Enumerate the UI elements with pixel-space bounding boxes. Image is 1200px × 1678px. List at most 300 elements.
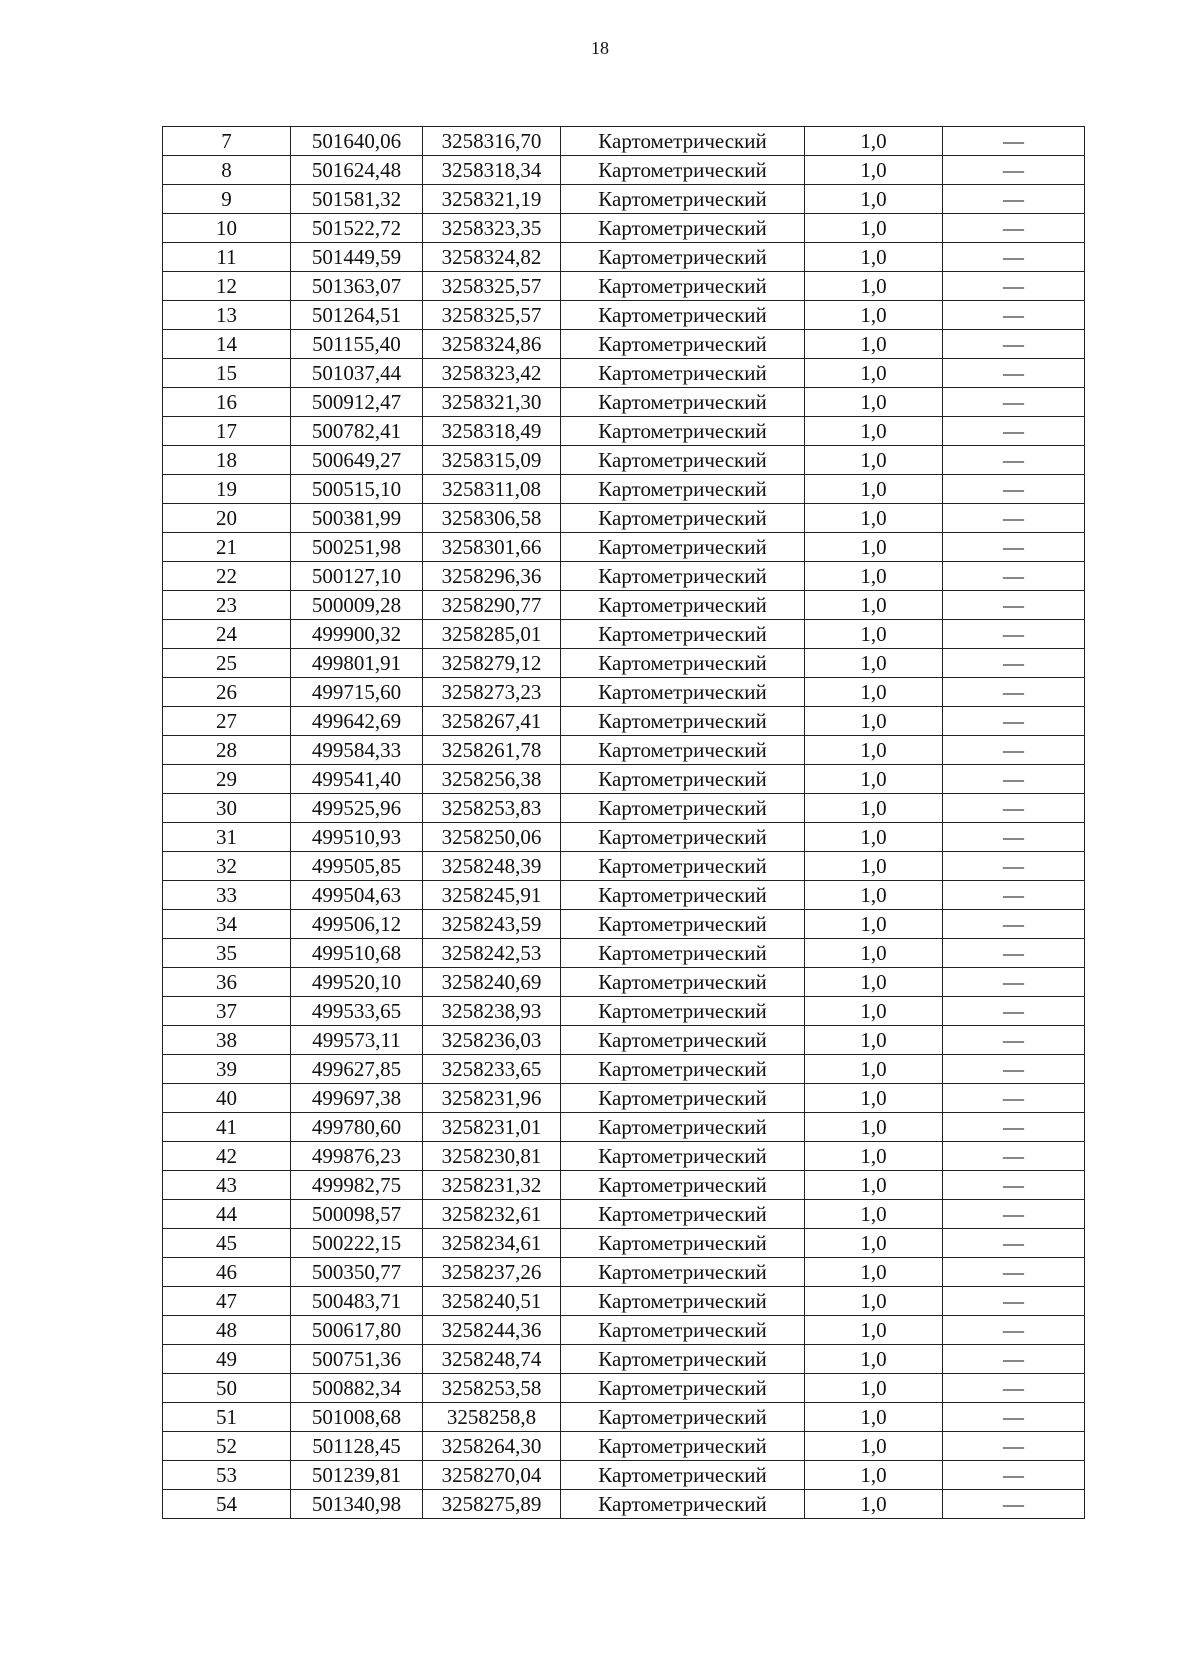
y-coordinate-cell: 3258285,01 [423, 620, 561, 649]
point-number-cell: 10 [163, 214, 291, 243]
point-number-cell: 8 [163, 156, 291, 185]
point-number-cell: 26 [163, 678, 291, 707]
accuracy-cell: 1,0 [805, 185, 943, 214]
point-number-cell: 14 [163, 330, 291, 359]
x-coordinate-cell: 499520,10 [291, 968, 423, 997]
table-row [163, 794, 1085, 823]
note-cell: — [943, 852, 1085, 881]
table-row [163, 1229, 1085, 1258]
table-row [163, 185, 1085, 214]
x-coordinate-cell: 499533,65 [291, 997, 423, 1026]
note-cell: — [943, 997, 1085, 1026]
method-cell: Картометрический [561, 446, 805, 475]
x-coordinate-cell: 501264,51 [291, 301, 423, 330]
x-coordinate-cell: 499510,68 [291, 939, 423, 968]
note-cell: — [943, 910, 1085, 939]
point-number-cell: 34 [163, 910, 291, 939]
method-cell: Картометрический [561, 678, 805, 707]
x-coordinate-cell: 501155,40 [291, 330, 423, 359]
accuracy-cell: 1,0 [805, 504, 943, 533]
method-cell: Картометрический [561, 1200, 805, 1229]
y-coordinate-cell: 3258240,69 [423, 968, 561, 997]
accuracy-cell: 1,0 [805, 562, 943, 591]
table-row [163, 388, 1085, 417]
accuracy-cell: 1,0 [805, 678, 943, 707]
note-cell: — [943, 301, 1085, 330]
accuracy-cell: 1,0 [805, 1258, 943, 1287]
x-coordinate-cell: 501037,44 [291, 359, 423, 388]
y-coordinate-cell: 3258232,61 [423, 1200, 561, 1229]
x-coordinate-cell: 500649,27 [291, 446, 423, 475]
note-cell: — [943, 591, 1085, 620]
accuracy-cell: 1,0 [805, 1113, 943, 1142]
x-coordinate-cell: 499715,60 [291, 678, 423, 707]
table-row [163, 359, 1085, 388]
method-cell: Картометрический [561, 1055, 805, 1084]
accuracy-cell: 1,0 [805, 475, 943, 504]
x-coordinate-cell: 501581,32 [291, 185, 423, 214]
point-number-cell: 37 [163, 997, 291, 1026]
table-row [163, 1316, 1085, 1345]
point-number-cell: 25 [163, 649, 291, 678]
method-cell: Картометрический [561, 1403, 805, 1432]
y-coordinate-cell: 3258324,86 [423, 330, 561, 359]
accuracy-cell: 1,0 [805, 1229, 943, 1258]
point-number-cell: 48 [163, 1316, 291, 1345]
note-cell: — [943, 1084, 1085, 1113]
accuracy-cell: 1,0 [805, 620, 943, 649]
x-coordinate-cell: 500127,10 [291, 562, 423, 591]
point-number-cell: 18 [163, 446, 291, 475]
method-cell: Картометрический [561, 649, 805, 678]
table-row [163, 823, 1085, 852]
accuracy-cell: 1,0 [805, 243, 943, 272]
y-coordinate-cell: 3258270,04 [423, 1461, 561, 1490]
method-cell: Картометрический [561, 939, 805, 968]
method-cell: Картометрический [561, 1461, 805, 1490]
accuracy-cell: 1,0 [805, 417, 943, 446]
method-cell: Картометрический [561, 504, 805, 533]
accuracy-cell: 1,0 [805, 881, 943, 910]
point-number-cell: 42 [163, 1142, 291, 1171]
y-coordinate-cell: 3258323,35 [423, 214, 561, 243]
note-cell: — [943, 533, 1085, 562]
note-cell: — [943, 1432, 1085, 1461]
table-row [163, 1055, 1085, 1084]
x-coordinate-cell: 500483,71 [291, 1287, 423, 1316]
table-row [163, 1142, 1085, 1171]
accuracy-cell: 1,0 [805, 997, 943, 1026]
x-coordinate-cell: 501624,48 [291, 156, 423, 185]
table-row [163, 968, 1085, 997]
y-coordinate-cell: 3258248,39 [423, 852, 561, 881]
y-coordinate-cell: 3258240,51 [423, 1287, 561, 1316]
accuracy-cell: 1,0 [805, 1461, 943, 1490]
accuracy-cell: 1,0 [805, 852, 943, 881]
y-coordinate-cell: 3258321,19 [423, 185, 561, 214]
point-number-cell: 30 [163, 794, 291, 823]
note-cell: — [943, 765, 1085, 794]
y-coordinate-cell: 3258324,82 [423, 243, 561, 272]
y-coordinate-cell: 3258273,23 [423, 678, 561, 707]
method-cell: Картометрический [561, 1113, 805, 1142]
y-coordinate-cell: 3258323,42 [423, 359, 561, 388]
method-cell: Картометрический [561, 127, 805, 156]
point-number-cell: 33 [163, 881, 291, 910]
method-cell: Картометрический [561, 997, 805, 1026]
point-number-cell: 32 [163, 852, 291, 881]
note-cell: — [943, 272, 1085, 301]
method-cell: Картометрический [561, 1258, 805, 1287]
x-coordinate-cell: 499801,91 [291, 649, 423, 678]
note-cell: — [943, 243, 1085, 272]
note-cell: — [943, 968, 1085, 997]
accuracy-cell: 1,0 [805, 1432, 943, 1461]
table-row [163, 1258, 1085, 1287]
x-coordinate-cell: 500751,36 [291, 1345, 423, 1374]
note-cell: — [943, 1403, 1085, 1432]
y-coordinate-cell: 3258231,32 [423, 1171, 561, 1200]
y-coordinate-cell: 3258296,36 [423, 562, 561, 591]
table-row [163, 591, 1085, 620]
y-coordinate-cell: 3258325,57 [423, 301, 561, 330]
point-number-cell: 36 [163, 968, 291, 997]
table-row [163, 620, 1085, 649]
y-coordinate-cell: 3258233,65 [423, 1055, 561, 1084]
accuracy-cell: 1,0 [805, 1316, 943, 1345]
accuracy-cell: 1,0 [805, 1490, 943, 1519]
table-row [163, 649, 1085, 678]
accuracy-cell: 1,0 [805, 1403, 943, 1432]
accuracy-cell: 1,0 [805, 736, 943, 765]
method-cell: Картометрический [561, 736, 805, 765]
table-row [163, 1026, 1085, 1055]
method-cell: Картометрический [561, 417, 805, 446]
method-cell: Картометрический [561, 1084, 805, 1113]
y-coordinate-cell: 3258231,01 [423, 1113, 561, 1142]
x-coordinate-cell: 501449,59 [291, 243, 423, 272]
x-coordinate-cell: 499541,40 [291, 765, 423, 794]
point-number-cell: 41 [163, 1113, 291, 1142]
table-row [163, 1084, 1085, 1113]
accuracy-cell: 1,0 [805, 330, 943, 359]
method-cell: Картометрический [561, 620, 805, 649]
x-coordinate-cell: 499697,38 [291, 1084, 423, 1113]
table-row [163, 127, 1085, 156]
accuracy-cell: 1,0 [805, 1026, 943, 1055]
note-cell: — [943, 330, 1085, 359]
x-coordinate-cell: 500251,98 [291, 533, 423, 562]
method-cell: Картометрический [561, 533, 805, 562]
note-cell: — [943, 939, 1085, 968]
method-cell: Картометрический [561, 562, 805, 591]
y-coordinate-cell: 3258248,74 [423, 1345, 561, 1374]
accuracy-cell: 1,0 [805, 388, 943, 417]
y-coordinate-cell: 3258318,34 [423, 156, 561, 185]
accuracy-cell: 1,0 [805, 272, 943, 301]
accuracy-cell: 1,0 [805, 1287, 943, 1316]
x-coordinate-cell: 499876,23 [291, 1142, 423, 1171]
point-number-cell: 46 [163, 1258, 291, 1287]
x-coordinate-cell: 500098,57 [291, 1200, 423, 1229]
table-row [163, 1403, 1085, 1432]
y-coordinate-cell: 3258321,30 [423, 388, 561, 417]
point-number-cell: 19 [163, 475, 291, 504]
point-number-cell: 9 [163, 185, 291, 214]
method-cell: Картометрический [561, 1229, 805, 1258]
table-row [163, 1432, 1085, 1461]
y-coordinate-cell: 3258279,12 [423, 649, 561, 678]
note-cell: — [943, 620, 1085, 649]
method-cell: Картометрический [561, 214, 805, 243]
method-cell: Картометрический [561, 852, 805, 881]
accuracy-cell: 1,0 [805, 939, 943, 968]
point-number-cell: 13 [163, 301, 291, 330]
point-number-cell: 24 [163, 620, 291, 649]
x-coordinate-cell: 499584,33 [291, 736, 423, 765]
table-row [163, 301, 1085, 330]
table-row [163, 417, 1085, 446]
y-coordinate-cell: 3258243,59 [423, 910, 561, 939]
y-coordinate-cell: 3258244,36 [423, 1316, 561, 1345]
table-row [163, 243, 1085, 272]
method-cell: Картометрический [561, 1316, 805, 1345]
method-cell: Картометрический [561, 185, 805, 214]
note-cell: — [943, 823, 1085, 852]
point-number-cell: 50 [163, 1374, 291, 1403]
note-cell: — [943, 562, 1085, 591]
y-coordinate-cell: 3258256,38 [423, 765, 561, 794]
table-row [163, 1490, 1085, 1519]
y-coordinate-cell: 3258253,58 [423, 1374, 561, 1403]
table-row [163, 881, 1085, 910]
accuracy-cell: 1,0 [805, 1055, 943, 1084]
point-number-cell: 54 [163, 1490, 291, 1519]
point-number-cell: 7 [163, 127, 291, 156]
x-coordinate-cell: 501008,68 [291, 1403, 423, 1432]
point-number-cell: 47 [163, 1287, 291, 1316]
y-coordinate-cell: 3258236,03 [423, 1026, 561, 1055]
accuracy-cell: 1,0 [805, 1345, 943, 1374]
note-cell: — [943, 707, 1085, 736]
accuracy-cell: 1,0 [805, 1200, 943, 1229]
y-coordinate-cell: 3258258,8 [423, 1403, 561, 1432]
y-coordinate-cell: 3258261,78 [423, 736, 561, 765]
x-coordinate-cell: 499982,75 [291, 1171, 423, 1200]
x-coordinate-cell: 500350,77 [291, 1258, 423, 1287]
table-row [163, 446, 1085, 475]
table-row [163, 1461, 1085, 1490]
y-coordinate-cell: 3258306,58 [423, 504, 561, 533]
method-cell: Картометрический [561, 823, 805, 852]
method-cell: Картометрический [561, 910, 805, 939]
point-number-cell: 39 [163, 1055, 291, 1084]
table-row [163, 1345, 1085, 1374]
method-cell: Картометрический [561, 1432, 805, 1461]
accuracy-cell: 1,0 [805, 446, 943, 475]
y-coordinate-cell: 3258234,61 [423, 1229, 561, 1258]
point-number-cell: 20 [163, 504, 291, 533]
y-coordinate-cell: 3258230,81 [423, 1142, 561, 1171]
point-number-cell: 16 [163, 388, 291, 417]
accuracy-cell: 1,0 [805, 1142, 943, 1171]
note-cell: — [943, 1055, 1085, 1084]
table-row [163, 1374, 1085, 1403]
y-coordinate-cell: 3258267,41 [423, 707, 561, 736]
table-row [163, 997, 1085, 1026]
y-coordinate-cell: 3258325,57 [423, 272, 561, 301]
note-cell: — [943, 388, 1085, 417]
point-number-cell: 29 [163, 765, 291, 794]
y-coordinate-cell: 3258264,30 [423, 1432, 561, 1461]
note-cell: — [943, 214, 1085, 243]
note-cell: — [943, 1142, 1085, 1171]
point-number-cell: 35 [163, 939, 291, 968]
y-coordinate-cell: 3258253,83 [423, 794, 561, 823]
x-coordinate-cell: 501340,98 [291, 1490, 423, 1519]
point-number-cell: 28 [163, 736, 291, 765]
note-cell: — [943, 417, 1085, 446]
x-coordinate-cell: 500515,10 [291, 475, 423, 504]
accuracy-cell: 1,0 [805, 1374, 943, 1403]
note-cell: — [943, 359, 1085, 388]
table-row [163, 1171, 1085, 1200]
x-coordinate-cell: 501522,72 [291, 214, 423, 243]
method-cell: Картометрический [561, 1345, 805, 1374]
accuracy-cell: 1,0 [805, 649, 943, 678]
method-cell: Картометрический [561, 301, 805, 330]
point-number-cell: 43 [163, 1171, 291, 1200]
accuracy-cell: 1,0 [805, 359, 943, 388]
point-number-cell: 21 [163, 533, 291, 562]
method-cell: Картометрический [561, 156, 805, 185]
y-coordinate-cell: 3258275,89 [423, 1490, 561, 1519]
x-coordinate-cell: 499505,85 [291, 852, 423, 881]
accuracy-cell: 1,0 [805, 707, 943, 736]
method-cell: Картометрический [561, 707, 805, 736]
note-cell: — [943, 794, 1085, 823]
point-number-cell: 49 [163, 1345, 291, 1374]
table-row [163, 562, 1085, 591]
point-number-cell: 15 [163, 359, 291, 388]
x-coordinate-cell: 499627,85 [291, 1055, 423, 1084]
accuracy-cell: 1,0 [805, 591, 943, 620]
table-row [163, 765, 1085, 794]
y-coordinate-cell: 3258250,06 [423, 823, 561, 852]
x-coordinate-cell: 499900,32 [291, 620, 423, 649]
table-row [163, 272, 1085, 301]
note-cell: — [943, 185, 1085, 214]
x-coordinate-cell: 500222,15 [291, 1229, 423, 1258]
accuracy-cell: 1,0 [805, 968, 943, 997]
note-cell: — [943, 1345, 1085, 1374]
table-row [163, 1200, 1085, 1229]
table-row [163, 678, 1085, 707]
x-coordinate-cell: 499573,11 [291, 1026, 423, 1055]
x-coordinate-cell: 501640,06 [291, 127, 423, 156]
y-coordinate-cell: 3258290,77 [423, 591, 561, 620]
note-cell: — [943, 1113, 1085, 1142]
x-coordinate-cell: 499780,60 [291, 1113, 423, 1142]
y-coordinate-cell: 3258231,96 [423, 1084, 561, 1113]
y-coordinate-cell: 3258237,26 [423, 1258, 561, 1287]
note-cell: — [943, 881, 1085, 910]
x-coordinate-cell: 500912,47 [291, 388, 423, 417]
point-number-cell: 31 [163, 823, 291, 852]
point-number-cell: 23 [163, 591, 291, 620]
point-number-cell: 53 [163, 1461, 291, 1490]
table-row [163, 736, 1085, 765]
table-row [163, 1113, 1085, 1142]
y-coordinate-cell: 3258242,53 [423, 939, 561, 968]
x-coordinate-cell: 501128,45 [291, 1432, 423, 1461]
note-cell: — [943, 446, 1085, 475]
accuracy-cell: 1,0 [805, 127, 943, 156]
x-coordinate-cell: 500617,80 [291, 1316, 423, 1345]
x-coordinate-cell: 499642,69 [291, 707, 423, 736]
x-coordinate-cell: 500009,28 [291, 591, 423, 620]
note-cell: — [943, 504, 1085, 533]
point-number-cell: 22 [163, 562, 291, 591]
note-cell: — [943, 736, 1085, 765]
point-number-cell: 17 [163, 417, 291, 446]
method-cell: Картометрический [561, 272, 805, 301]
accuracy-cell: 1,0 [805, 533, 943, 562]
y-coordinate-cell: 3258311,08 [423, 475, 561, 504]
note-cell: — [943, 1026, 1085, 1055]
table-row [163, 707, 1085, 736]
method-cell: Картометрический [561, 1287, 805, 1316]
accuracy-cell: 1,0 [805, 156, 943, 185]
accuracy-cell: 1,0 [805, 794, 943, 823]
x-coordinate-cell: 499525,96 [291, 794, 423, 823]
accuracy-cell: 1,0 [805, 214, 943, 243]
point-number-cell: 38 [163, 1026, 291, 1055]
note-cell: — [943, 1200, 1085, 1229]
method-cell: Картометрический [561, 359, 805, 388]
accuracy-cell: 1,0 [805, 1171, 943, 1200]
table-row [163, 910, 1085, 939]
note-cell: — [943, 1258, 1085, 1287]
method-cell: Картометрический [561, 330, 805, 359]
x-coordinate-cell: 499504,63 [291, 881, 423, 910]
method-cell: Картометрический [561, 794, 805, 823]
method-cell: Картометрический [561, 591, 805, 620]
accuracy-cell: 1,0 [805, 1084, 943, 1113]
method-cell: Картометрический [561, 1026, 805, 1055]
y-coordinate-cell: 3258238,93 [423, 997, 561, 1026]
table-row [163, 475, 1085, 504]
note-cell: — [943, 1490, 1085, 1519]
method-cell: Картометрический [561, 388, 805, 417]
note-cell: — [943, 1461, 1085, 1490]
note-cell: — [943, 649, 1085, 678]
coordinates-table [162, 126, 1085, 1519]
point-number-cell: 40 [163, 1084, 291, 1113]
accuracy-cell: 1,0 [805, 910, 943, 939]
y-coordinate-cell: 3258318,49 [423, 417, 561, 446]
method-cell: Картометрический [561, 1142, 805, 1171]
x-coordinate-cell: 501363,07 [291, 272, 423, 301]
table-row [163, 852, 1085, 881]
x-coordinate-cell: 501239,81 [291, 1461, 423, 1490]
method-cell: Картометрический [561, 765, 805, 794]
y-coordinate-cell: 3258301,66 [423, 533, 561, 562]
point-number-cell: 12 [163, 272, 291, 301]
note-cell: — [943, 678, 1085, 707]
coordinates-table-body [163, 127, 1085, 1519]
point-number-cell: 11 [163, 243, 291, 272]
